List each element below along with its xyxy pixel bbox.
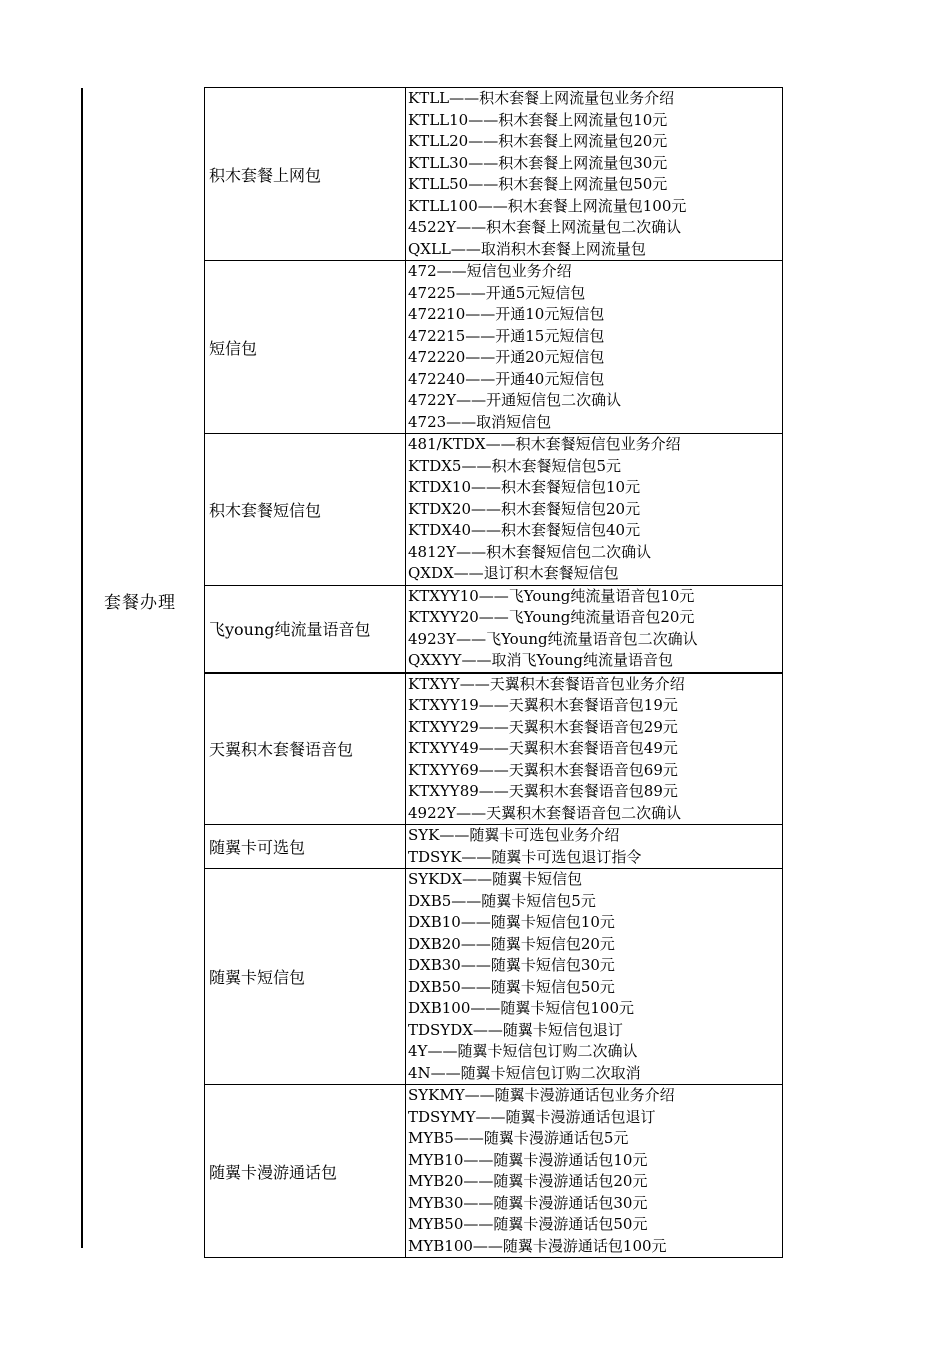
command-line: KTDX5——积木套餐短信包5元 <box>408 456 622 475</box>
command-line: DXB10——随翼卡短信包10元 <box>408 913 615 931</box>
command-line: QXDX——退订积木套餐短信包 <box>408 564 619 582</box>
command-line: KTDX10——积木套餐短信包10元 <box>408 478 641 496</box>
command-line: 4722Y——开通短信包二次确认 <box>408 391 622 409</box>
package-commands <box>406 825 783 869</box>
command-line: 4Y——随翼卡短信包订购二次确认 <box>408 1042 638 1060</box>
command-line: KTXYY20——飞Young纯流量语音包20元 <box>408 608 695 626</box>
command-line: KTLL100——积木套餐上网流量包100元 <box>408 196 687 215</box>
package-row <box>205 88 783 261</box>
command-line: DXB20——随翼卡短信包20元 <box>408 934 615 953</box>
command-line: MYB50——随翼卡漫游通话包50元 <box>408 1215 648 1233</box>
command-line: DXB100——随翼卡短信包100元 <box>408 999 634 1017</box>
command-line: KTLL50——积木套餐上网流量包50元 <box>408 175 668 193</box>
package-name: 天翼积木套餐语音包 <box>205 673 406 825</box>
left-border-rule <box>81 88 83 1248</box>
command-line: SYKMY——随翼卡漫游通话包业务介绍 <box>408 1086 675 1104</box>
command-line: 472210——开通10元短信包 <box>408 305 605 323</box>
command-line: 472——短信包业务介绍 <box>408 262 572 280</box>
command-line: 4922Y——天翼积木套餐语音包二次确认 <box>408 803 682 822</box>
command-line: KTDX20——积木套餐短信包20元 <box>408 499 641 518</box>
command-line: KTXYY29——天翼积木套餐语音包29元 <box>408 717 678 736</box>
package-commands <box>406 585 783 673</box>
command-line: MYB30——随翼卡漫游通话包30元 <box>408 1193 648 1212</box>
command-line: 47225——开通5元短信包 <box>408 283 586 302</box>
package-name: 随翼卡可选包 <box>205 825 406 869</box>
command-line: KTXYY69——天翼积木套餐语音包69元 <box>408 760 678 779</box>
package-row <box>205 825 783 869</box>
package-commands <box>406 434 783 586</box>
command-line: 472240——开通40元短信包 <box>408 369 605 388</box>
command-line: 472215——开通15元短信包 <box>408 326 605 345</box>
command-line: TDSYMY——随翼卡漫游通话包退订 <box>408 1107 656 1126</box>
command-line: KTXYY——天翼积木套餐语音包业务介绍 <box>408 674 685 693</box>
command-line: DXB5——随翼卡短信包5元 <box>408 891 596 910</box>
package-commands <box>406 869 783 1085</box>
command-line: QXLL——取消积木套餐上网流量包 <box>408 239 646 258</box>
package-name: 随翼卡短信包 <box>205 869 406 1085</box>
package-row <box>205 585 783 673</box>
command-line: DXB30——随翼卡短信包30元 <box>408 956 615 974</box>
package-name: 随翼卡漫游通话包 <box>205 1085 406 1258</box>
command-line: KTXYY19——天翼积木套餐语音包19元 <box>408 696 678 714</box>
command-line: 4923Y——飞Young纯流量语音包二次确认 <box>408 629 698 648</box>
package-name: 积木套餐短信包 <box>205 434 406 586</box>
package-commands <box>406 88 783 261</box>
command-line: KTLL——积木套餐上网流量包业务介绍 <box>408 89 675 107</box>
command-line: MYB10——随翼卡漫游通话包10元 <box>408 1150 648 1169</box>
command-line: 472220——开通20元短信包 <box>408 348 605 366</box>
package-row <box>205 673 783 825</box>
command-line: KTLL30——积木套餐上网流量包30元 <box>408 153 668 172</box>
package-commands <box>406 1085 783 1258</box>
command-line: KTLL10——积木套餐上网流量包10元 <box>408 110 668 129</box>
command-line: KTLL20——积木套餐上网流量包20元 <box>408 132 668 150</box>
command-line: SYK——随翼卡可选包业务介绍 <box>408 826 620 844</box>
command-line: DXB50——随翼卡短信包50元 <box>408 977 615 996</box>
package-commands <box>406 673 783 825</box>
package-name: 飞young纯流量语音包 <box>205 585 406 673</box>
package-command-table <box>204 87 783 1258</box>
command-line: MYB5——随翼卡漫游通话包5元 <box>408 1129 629 1147</box>
command-line: SYKDX——随翼卡短信包 <box>408 870 583 888</box>
command-line: KTXYY49——天翼积木套餐语音包49元 <box>408 739 678 757</box>
package-commands <box>406 261 783 434</box>
command-line: MYB20——随翼卡漫游通话包20元 <box>408 1172 648 1190</box>
package-name: 积木套餐上网包 <box>205 88 406 261</box>
package-row <box>205 1085 783 1258</box>
category-label: 套餐办理 <box>104 593 176 613</box>
package-table-body <box>205 88 783 1258</box>
command-line: 4N——随翼卡短信包订购二次取消 <box>408 1063 641 1082</box>
command-line: QXXYY——取消飞Young纯流量语音包 <box>408 651 674 669</box>
package-row <box>205 869 783 1085</box>
package-row <box>205 434 783 586</box>
command-line: TDSYK——随翼卡可选包退订指令 <box>408 847 642 866</box>
command-line: MYB100——随翼卡漫游通话包100元 <box>408 1236 667 1255</box>
command-line: KTXYY89——天翼积木套餐语音包89元 <box>408 782 678 800</box>
command-line: 4522Y——积木套餐上网流量包二次确认 <box>408 218 682 236</box>
command-line: KTXYY10——飞Young纯流量语音包10元 <box>408 586 695 605</box>
command-line: TDSYDX——随翼卡短信包退订 <box>408 1020 623 1039</box>
package-row <box>205 261 783 434</box>
command-line: 481/KTDX——积木套餐短信包业务介绍 <box>408 435 681 453</box>
package-name: 短信包 <box>205 261 406 434</box>
command-line: KTDX40——积木套餐短信包40元 <box>408 521 641 539</box>
command-line: 4812Y——积木套餐短信包二次确认 <box>408 542 652 561</box>
command-line: 4723——取消短信包 <box>408 412 552 431</box>
